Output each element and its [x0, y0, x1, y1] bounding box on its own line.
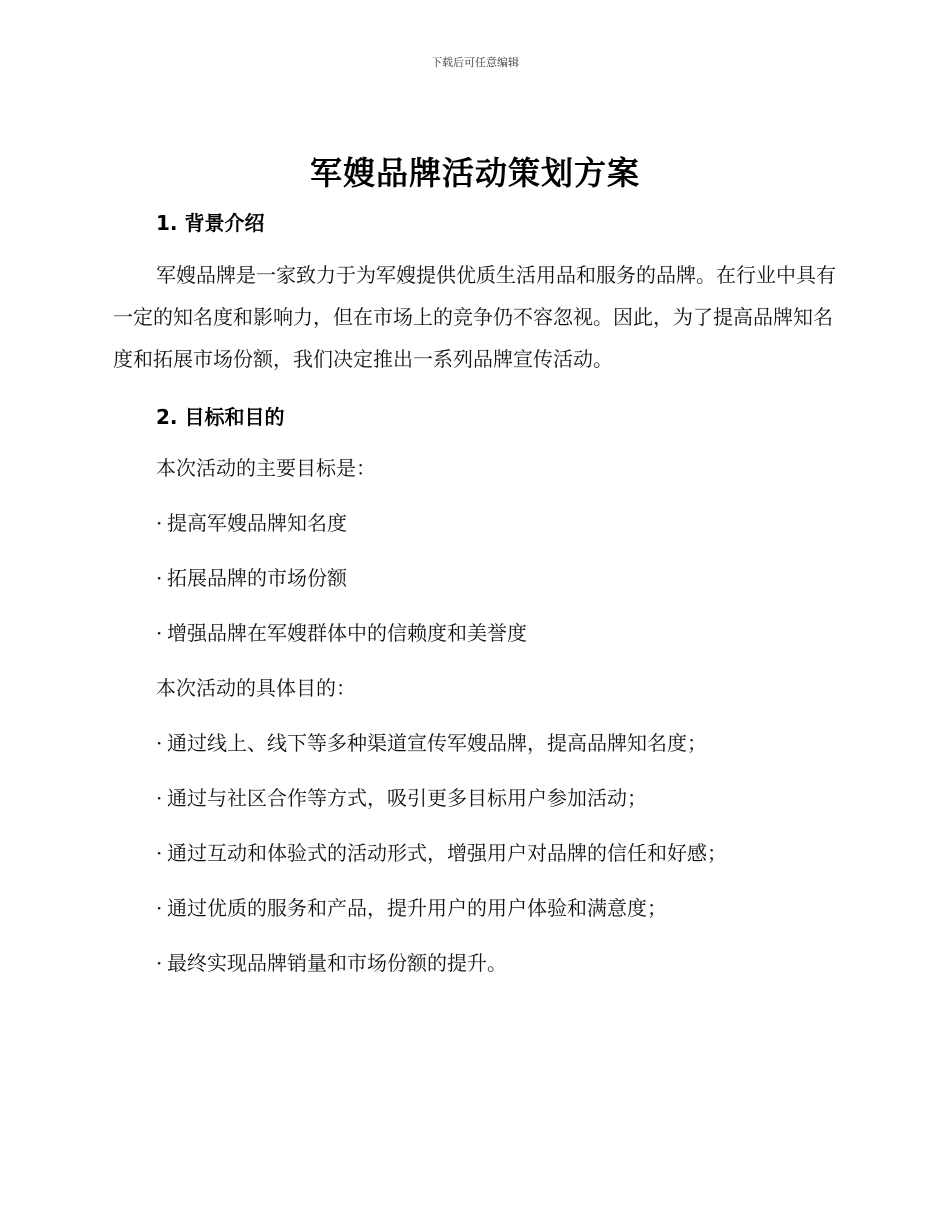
bullet-marker: · [156, 896, 163, 920]
purpose-item-text: 通过互动和体验式的活动形式，增强用户对品牌的信任和好感； [167, 841, 727, 865]
header-note: 下载后可任意编辑 [431, 56, 519, 69]
list-item [156, 729, 707, 757]
bullet-marker: · [156, 511, 163, 535]
list-item [156, 509, 347, 537]
bullet-marker: · [156, 841, 163, 865]
bullet-marker: · [156, 621, 163, 645]
purpose-item-text: 通过线上、线下等多种渠道宣传军嫂品牌，提高品牌知名度； [167, 731, 707, 755]
goal-item-text: 拓展品牌的市场份额 [167, 566, 347, 590]
list-item [156, 839, 727, 867]
purpose-item-text: 通过优质的服务和产品，提升用户的用户体验和满意度； [167, 896, 667, 920]
page-title: 军嫂品牌活动策划方案 [309, 154, 640, 192]
bullet-marker: · [156, 786, 163, 810]
purposes-intro: 本次活动的具体目的： [156, 676, 356, 700]
section-heading-background: 1. 背景介绍 [156, 211, 265, 235]
list-item [156, 784, 647, 812]
section-heading-goals: 2. 目标和目的 [156, 405, 285, 429]
background-paragraph: 军嫂品牌是一家致力于为军嫂提供优质生活用品和服务的品牌。在行业中具有一定的知名度和影响力，但在市场上的竞争仍不容忽视。因此，为了提高品牌知名度和拓展市场份额，我们决定推出一系列品牌宣传活动。 [113, 263, 836, 371]
bullet-marker: · [156, 731, 163, 755]
purpose-item-text: 最终实现品牌销量和市场份额的提升。 [167, 951, 507, 975]
bullet-marker: · [156, 951, 163, 975]
bullet-marker: · [156, 566, 163, 590]
goals-intro: 本次活动的主要目标是： [156, 456, 376, 480]
purpose-item-text: 通过与社区合作等方式，吸引更多目标用户参加活动； [167, 786, 647, 810]
list-item [156, 949, 507, 977]
list-item [156, 619, 527, 647]
list-item [156, 564, 347, 592]
list-item [156, 894, 667, 922]
goal-item-text: 增强品牌在军嫂群体中的信赖度和美誉度 [167, 621, 527, 645]
goal-item-text: 提高军嫂品牌知名度 [167, 511, 347, 535]
